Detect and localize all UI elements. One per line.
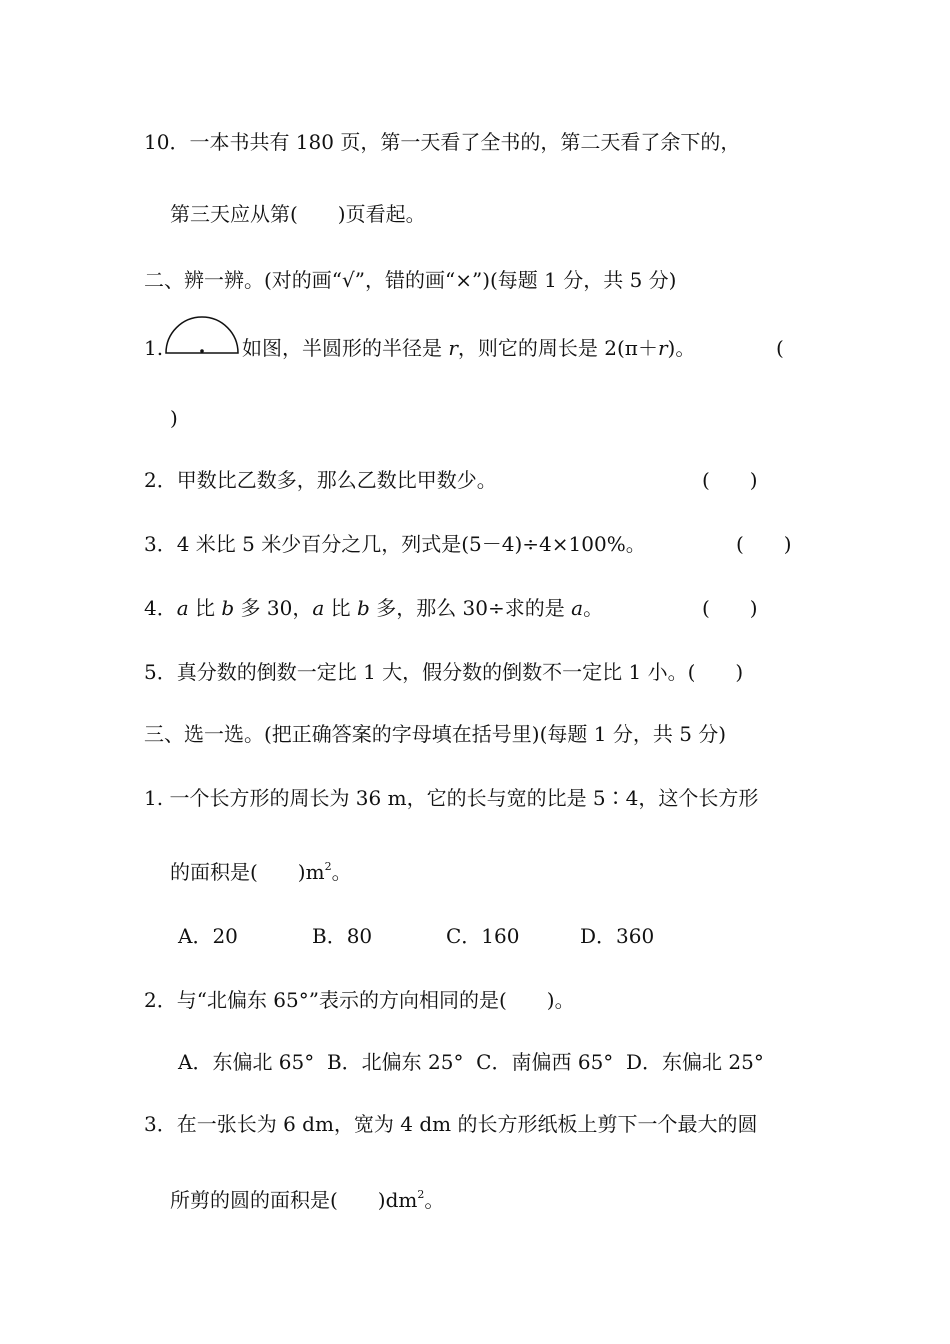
var-a: a [571,596,584,620]
s2-item1-text-a: 如图，半圆形的半径是 [242,336,449,360]
s2-item3-paren: ( ) [736,532,792,556]
s2-item1 [144,334,163,362]
s2-item5: 5．真分数的倒数一定比 1 大，假分数的倒数不一定比 1 小。( ) [144,660,744,684]
q10-line2: 第三天应从第( )页看起。 [170,202,426,226]
s2-item1-paren-open: ( [776,336,784,360]
section2-header: 二、辨一辨。(对的画“√”，错的画“×”)(每题 1 分，共 5 分) [144,268,677,292]
q10-line1: 10．一本书共有 180 页，第一天看了全书的，第二天看了余下的， [144,130,741,154]
section3-header: 三、选一选。(把正确答案的字母填在括号里)(每题 1 分，共 5 分) [144,722,727,746]
s2-item1-r1: r [448,336,458,360]
s3-q1-line2-text: 的面积是( )m [170,860,325,884]
s3-q2-line1: 2．与“北偏东 65°”表示的方向相同的是( )。 [144,988,575,1012]
s2-item1-num: 1. [144,336,164,360]
s3-q3-end: 。 [424,1188,445,1212]
semicircle-center-dot [200,349,204,353]
var-b: b [357,596,370,620]
s3-q1-end: 。 [331,860,352,884]
s3-q1-option-d: D．360 [580,924,655,948]
s3-q1-line2 [170,858,352,886]
var-a: a [176,596,189,620]
var-b: b [221,596,235,620]
s3-q1-option-a: A．20 [178,924,238,948]
s3-q3-line2 [170,1186,444,1214]
s2-item4-paren: ( ) [702,596,758,620]
s3-q3-line1: 3．在一张长为 6 dm，宽为 4 dm 的长方形纸板上剪下一个最大的圆 [144,1112,758,1136]
s2-item1-paren-close: ) [170,406,178,430]
s3-q3-line2-text: 所剪的圆的面积是( )dm [170,1188,418,1212]
s3-q1-sup: 2 [324,860,332,873]
s2-item4-t2: 多 30， [234,596,313,620]
s2-item1-text [242,334,695,362]
s2-item4-t3: 比 [324,596,358,620]
s2-item3: 3．4 米比 5 米少百分之几，列式是(5－4)÷4×100%。 [144,532,646,556]
s3-q2-options: A．东偏北 65° B．北偏东 25° C．南偏西 65° D．东偏北 25° [178,1050,764,1074]
s3-q3-sup: 2 [417,1188,425,1201]
s2-item1-text-b: ，则它的周长是 2(π＋ [457,336,658,360]
s2-item4-t4: 多，那么 30÷求的是 [369,596,572,620]
s3-q1-option-c: C．160 [446,924,520,948]
s2-item4-t1: 比 [188,596,222,620]
s2-item4 [144,594,603,622]
semicircle-figure [164,316,240,354]
s2-item1-r2: r [657,336,668,360]
s2-item4-num: 4． [144,596,177,620]
s3-q1-option-b: B．80 [312,924,373,948]
var-a: a [312,596,325,620]
s2-item4-t5: 。 [583,596,604,620]
s2-item2-paren: ( ) [702,468,758,492]
s2-item1-text-c: )。 [667,336,696,360]
semicircle-outline [166,317,238,353]
s3-q1-line1: 1. 一个长方形的周长为 36 m，它的长与宽的比是 5∶4，这个长方形 [144,786,759,810]
s2-item2: 2．甲数比乙数多，那么乙数比甲数少。 [144,468,497,492]
